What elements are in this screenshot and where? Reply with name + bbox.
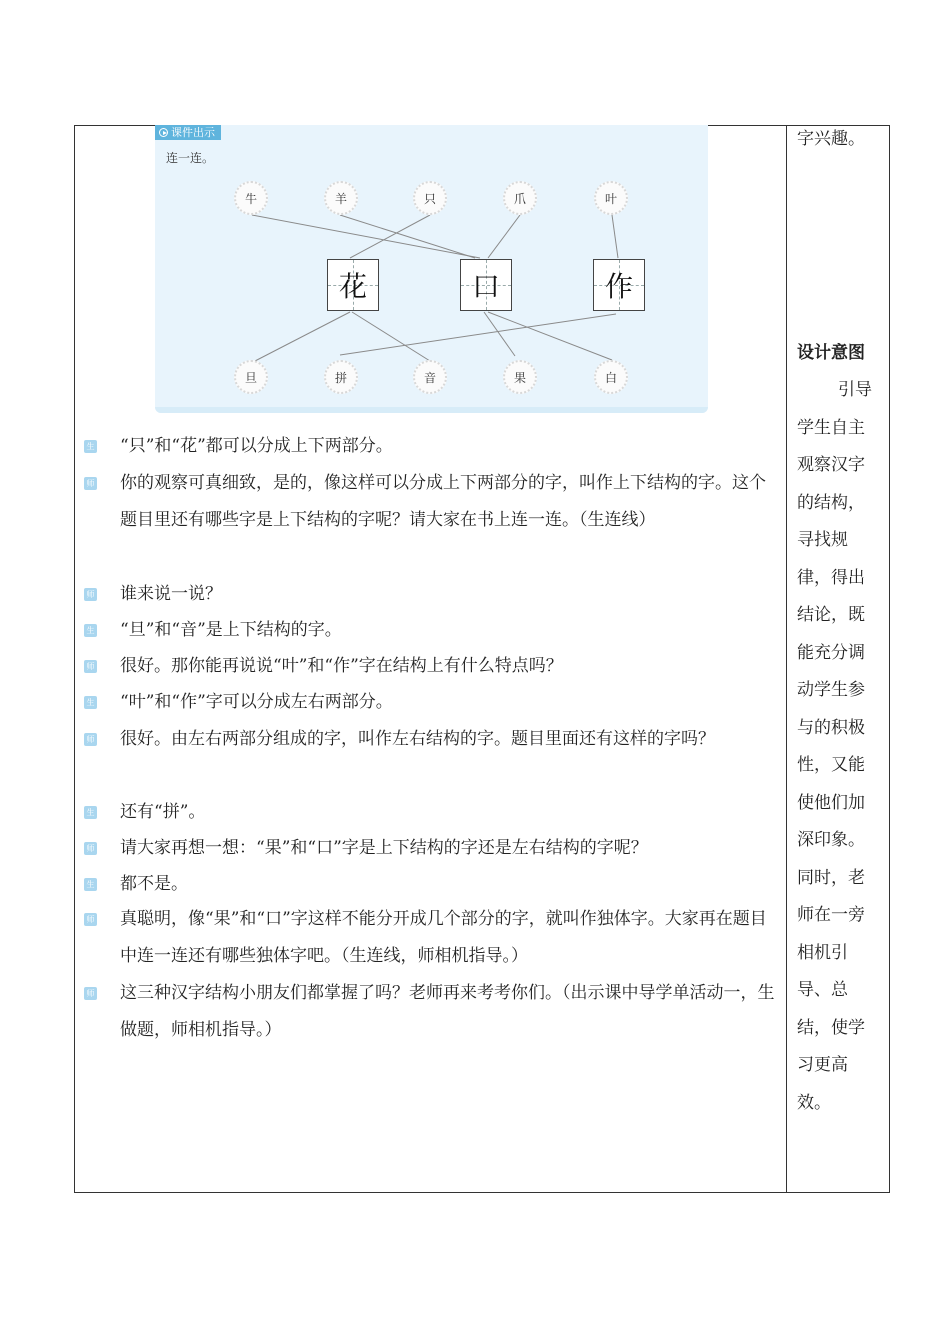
design-intent-title: 设计意图: [797, 343, 865, 363]
line-hua-yin: [352, 312, 430, 361]
design-intent-line: 导、总: [797, 980, 848, 1000]
char-card-top-5: 叶: [594, 181, 628, 215]
dialogue-text: 请大家再想一想：“果”和“口”字是上下结构的字还是左右结构的字呢？: [120, 838, 648, 858]
side-continued-text: 字兴趣。: [797, 129, 865, 149]
student-badge: 生: [84, 696, 97, 709]
char-card-bottom-3: 音: [413, 360, 447, 394]
dialogue-text: 你的观察可真细致，是的，像这样可以分成上下两部分的字，叫作上下结构的字。这个题目里还有哪些字是上下结构的字呢？请大家在书上连一连。（生连线）: [120, 473, 766, 530]
design-intent-line: 学生自主: [797, 417, 865, 438]
design-intent-line: 律，得出: [797, 567, 865, 588]
design-intent-line: 效。: [797, 1092, 831, 1113]
char-card-bottom-1: 旦: [234, 360, 268, 394]
dialogue-text: 这三种汉字结构小朋友们都掌握了吗？老师再来考考你们。（出示课中导学单活动一，生做题，师相机指导。）: [120, 983, 775, 1040]
design-intent-line: 习更高: [797, 1055, 848, 1075]
teacher-badge: 师: [84, 733, 97, 746]
design-intent-line: 性，又能: [797, 755, 865, 775]
char-card-top-4: 爪: [503, 181, 537, 215]
dialogue-text: “只”和“花”都可以分成上下两部分。: [120, 436, 393, 456]
teacher-badge: 师: [84, 913, 97, 926]
teacher-badge: 师: [84, 660, 97, 673]
design-intent-line: 观察汉字: [797, 455, 865, 475]
grid-char-1: [327, 259, 379, 311]
dialogue-text: 还有“拼”。: [120, 802, 206, 822]
design-intent-line: 结，使学: [797, 1017, 865, 1038]
line-kou-bai: [488, 312, 612, 360]
design-intent-line: 动学生参: [797, 680, 865, 700]
char-card-bottom-2: 拼: [324, 360, 358, 394]
grid-char-2-text: 口: [471, 270, 500, 303]
dialogue-text: “旦”和“音”是上下结构的字。: [120, 620, 342, 640]
line-zhua-kou: [488, 215, 520, 258]
dialogue-text: 谁来说一说？: [120, 584, 222, 604]
design-intent-line: 与的积极: [797, 717, 865, 738]
dialogue-text: 都不是。: [120, 874, 188, 894]
line-zuo-pin: [340, 314, 616, 355]
dialogue-text: 很好。那你能再说说“叶”和“作”字在结构上有什么特点吗？: [120, 656, 563, 676]
char-card-bottom-5: 白: [594, 360, 628, 394]
line-ye-zuo: [612, 215, 618, 258]
line-zhi-hua: [350, 215, 430, 258]
design-intent-line: 结论，既: [797, 605, 865, 625]
student-badge: 生: [84, 440, 97, 453]
design-intent-line: 的结构，: [797, 492, 865, 513]
line-hua-dan: [255, 312, 350, 361]
dialogue-text: 真聪明，像“果”和“口”字这样不能分开成几个部分的字，就叫作独体字。大家再在题目中连一连还有哪些独体字吧。（生连线，师相机指导。）: [120, 909, 767, 966]
char-card-top-2: 羊: [324, 181, 358, 215]
design-intent-line: 寻找规: [797, 530, 848, 550]
line-kou-guo: [484, 312, 515, 356]
line-niu-kou: [252, 215, 480, 258]
grid-char-3-text: 作: [604, 270, 633, 303]
dialogue-text: 很好。由左右两部分组成的字，叫作左右结构的字。题目里面还有这样的字吗？: [120, 729, 715, 749]
line-yang-kou: [340, 215, 475, 258]
design-intent-line: 师在一旁: [797, 905, 865, 925]
dialogue-text: “叶”和“作”字可以分成左右两部分。: [120, 692, 393, 712]
teacher-badge: 师: [84, 588, 97, 601]
student-badge: 生: [84, 624, 97, 637]
design-intent-line: 引导: [838, 380, 872, 400]
design-intent-line: 深印象。: [797, 830, 865, 850]
design-intent-line: 使他们加: [797, 792, 865, 813]
design-intent-line: 相机引: [797, 942, 848, 963]
design-intent-line: 能充分调: [797, 642, 865, 663]
char-card-top-1: 牛: [234, 181, 268, 215]
char-card-bottom-4: 果: [503, 360, 537, 394]
teacher-badge: 师: [84, 987, 97, 1000]
design-intent-line: 同时，老: [797, 867, 865, 888]
slide-instruction: 连一连。: [166, 151, 215, 165]
teacher-badge: 师: [84, 477, 97, 490]
student-badge: 生: [84, 806, 97, 819]
teacher-badge: 师: [84, 842, 97, 855]
grid-char-2: [460, 259, 512, 311]
char-card-top-3: 只: [413, 181, 447, 215]
student-badge: 生: [84, 878, 97, 891]
design-intent-body: [797, 372, 881, 1122]
grid-char-1-text: 花: [338, 270, 367, 303]
courseware-tag-label: 课件出示: [171, 126, 215, 139]
grid-char-3: [593, 259, 645, 311]
